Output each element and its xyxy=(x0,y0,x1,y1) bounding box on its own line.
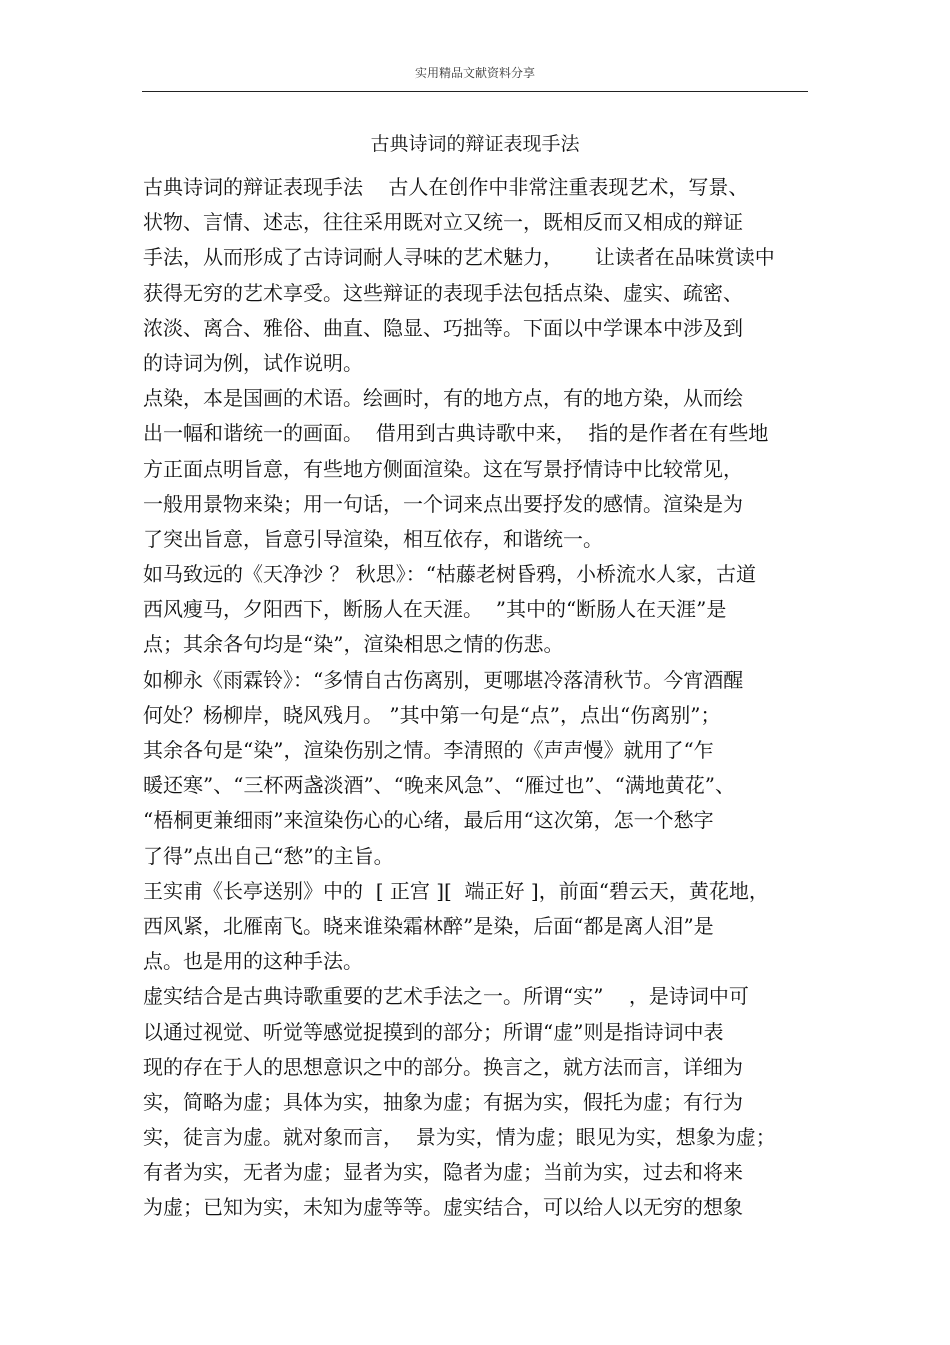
body-line: 西风紧，北雁南飞。晓来谁染霜林醉”是染，后面“都是离人泪”是 xyxy=(143,913,714,938)
body-line: 虚实结合是古典诗歌重要的艺术手法之一。所谓“实” ，是诗词中可 xyxy=(143,984,749,1009)
body-line: 了突出旨意，旨意引导渲染，相互依存，和谐统一。 xyxy=(143,526,603,551)
body-line: 状物、言情、述志，往往采用既对立又统一，既相反而又相成的辩证 xyxy=(143,210,743,235)
body-line: 的诗词为例，试作说明。 xyxy=(143,350,363,375)
body-line: 实，徒言为虚。就对象而言， 景为实，情为虚；眼见为实，想象为虚； xyxy=(143,1125,776,1150)
body-line: 获得无穷的艺术享受。这些辩证的表现手法包括点染、虚实、疏密、 xyxy=(143,280,743,305)
page-header: 实用精品文献资料分享 xyxy=(414,66,535,80)
body-line: “梧桐更兼细雨”来渲染伤心的心绪，最后用“这次第，怎一个愁字 xyxy=(143,808,714,833)
document-body xyxy=(143,170,808,1226)
body-line: 出一幅和谐统一的画面。 借用到古典诗歌中来， 指的是作者在有些地 xyxy=(143,421,769,446)
header-divider xyxy=(142,91,808,92)
body-line: 方正面点明旨意，有些地方侧面渲染。这在写景抒情诗中比较常见， xyxy=(143,456,743,481)
body-line: 有者为实，无者为虚；显者为实，隐者为虚；当前为实，过去和将来 xyxy=(143,1160,743,1185)
body-line: 如柳永《雨霖铃》：“多情自古伤离别，更哪堪冷落清秋节。今宵酒醒 xyxy=(143,667,744,692)
body-line: 现的存在于人的思想意识之中的部分。换言之，就方法而言，详细为 xyxy=(143,1054,743,1079)
body-line: 古典诗词的辩证表现手法 古人在创作中非常注重表现艺术，写景、 xyxy=(143,175,749,199)
body-line: 何处？杨柳岸，晓风残月。 ”其中第一句是“点”，点出“伤离别”； xyxy=(143,702,721,727)
body-line: 王实甫《长亭送别》中的 [ 正宫 ][ 端正好 ]，前面“碧云天，黄花地， xyxy=(143,878,769,903)
body-line: 暖还寒”、“三杯两盏淡酒”、“晚来风急”、“雁过也”、“满地黄花”、 xyxy=(143,773,736,798)
body-line: 点染，本是国画的术语。绘画时，有的地方点，有的地方染，从而绘 xyxy=(143,386,743,411)
body-line: 如马致远的《天净沙 ？ 秋思》：“枯藤老树昏鸦，小桥流水人家，古道 xyxy=(143,562,756,587)
body-line: 点；其余各句均是“染”，渲染相思之情的伤悲。 xyxy=(143,632,564,657)
body-line: 手法，从而形成了古诗词耐人寻味的艺术魅力， 让读者在品味赏读中 xyxy=(143,245,775,270)
body-line: 西风瘦马，夕阳西下，断肠人在天涯。 ”其中的“断肠人在天涯”是 xyxy=(143,597,727,622)
body-line: 点。也是用的这种手法。 xyxy=(143,949,363,974)
body-line: 浓淡、离合、雅俗、曲直、隐显、巧拙等。下面以中学课本中涉及到 xyxy=(143,315,743,340)
body-line: 为虚；已知为实，未知为虚等等。虚实结合，可以给人以无穷的想象 xyxy=(143,1195,743,1220)
body-line: 一般用景物来染；用一句话，一个词来点出要抒发的感情。渲染是为 xyxy=(143,491,743,516)
body-line: 了得”点出自己“愁”的主旨。 xyxy=(143,843,394,868)
body-line: 其余各句是“染”，渲染伤别之情。李清照的《声声慢》就用了“乍 xyxy=(143,738,714,762)
body-line: 以通过视觉、听觉等感觉捉摸到的部分；所谓“虚”则是指诗词中表 xyxy=(143,1019,724,1044)
body-line: 实，简略为虚；具体为实，抽象为虚；有据为实，假托为虚；有行为 xyxy=(143,1089,743,1114)
document-title: 古典诗词的辩证表现手法 xyxy=(370,133,580,155)
